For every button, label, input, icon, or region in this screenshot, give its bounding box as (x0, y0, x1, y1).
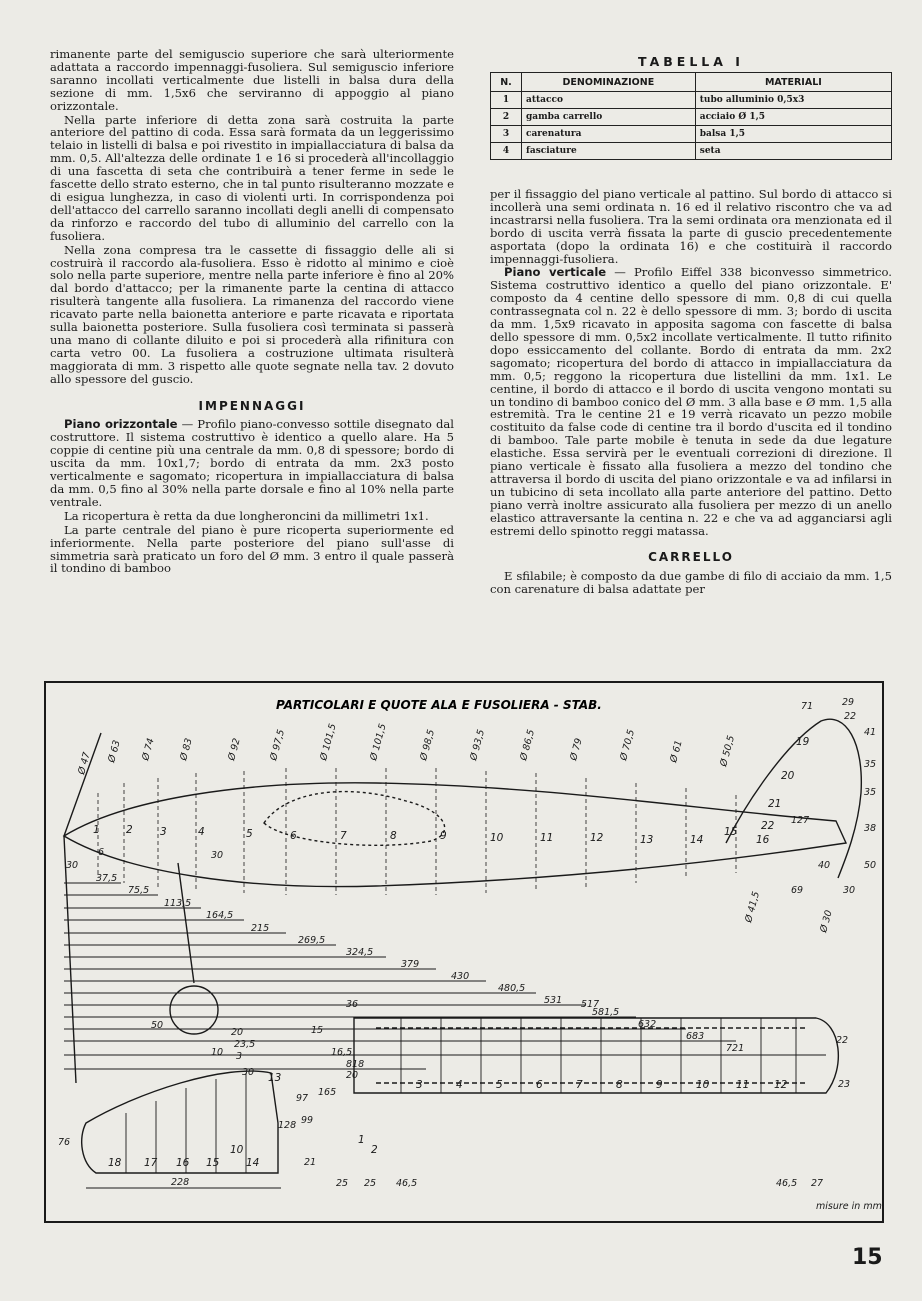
landing-gear (178, 863, 194, 983)
paragraph (490, 266, 892, 537)
fin-dim: 22 (844, 711, 857, 722)
left-column (50, 48, 454, 576)
stab-dim: 3 (236, 1051, 243, 1062)
paragraph-text: — Profilo Eiffel 338 biconvesso simmetrico. Sistema costruttivo identico a quello del piano orizzontale. E' composto da 4 centine dello spessore di mm. 0,8 di cui quella contrassegnata col n. 22 è dello spessore di mm. 3; bordo di uscita da mm. 1,5x9 ricavato in apposita sagoma con fascette di balsa dello spessore di mm. 0,5x2 incollate verticalmente. Il tutto rifinito dopo essiccamento del collante. Bordo di entrata da mm. 2x2 sagomato; ricopertura del bordo di attacco in impiallacciatura da mm. 0,5; reggono la ricopertura due listellini da mm. 1x1. Le centine, il bordo di attacco e il bordo di uscita vengono montati su un tondino di bamboo conico del Ø mm. 3 alla base e Ø mm. 1,5 alla estremità. Tra le centine 21 e 19 verrà ricavato un pezzo mobile costituito da false code di centine tra il bordo d'uscita ed il tondino di bamboo. Tale parte mobile è tenuta in sede da due legature elastiche. Essa servirà per le eventuali correzioni di direzione. Il piano verticale è fissato alla fusoliera a mezzo del tondino che attraversa il bordo di uscita del piano orizzontale e va ad infilarsi in un tubicino di seta incollato alla parte anteriore del pattino. Detto piano verrà inoltre assicurato alla fusoliera per mezzo di un anello elastico attraversante la centina n. 22 e che va ad agganciarsi agli estremi dello spinotto reggi matassa. (490, 265, 892, 538)
stab-rib-label: 14 (246, 1157, 260, 1169)
wing-dim: 20 (346, 1070, 359, 1081)
diameter-label: Ø 98,5 (418, 728, 438, 762)
fin-rib-label: 21 (768, 798, 782, 810)
stab-dim: 76 (58, 1137, 71, 1148)
diameter-label: Ø 97,5 (268, 728, 288, 762)
wing-dim: 99 (301, 1115, 314, 1126)
paragraph: rimanente parte del semiguscio superiore che sarà ulteriormente adattata a raccordo impennaggi-fusoliera. Sul semiguscio inferiore saranno incollati verticalmente due listelli in balsa dura della sezione di mm. 1,5x6 che serviranno di appoggio al piano orizzontale. (50, 47, 454, 113)
wing-dim: 46,5 (776, 1178, 798, 1189)
length-label: 531 (544, 995, 563, 1006)
fin-dim: 35 (864, 787, 877, 798)
diameter-label: Ø 70,5 (618, 728, 638, 762)
section-heading-carrello: CARRELLO (648, 550, 734, 565)
wing-rib-label: 4 (456, 1079, 463, 1091)
length-label: 721 (726, 1043, 745, 1054)
table-title: TABELLA I (638, 54, 744, 69)
table-header: DENOMINAZIONE (522, 73, 696, 92)
paragraph (50, 418, 454, 508)
length-label: 379 (401, 959, 420, 970)
fin-dim: 71 (801, 701, 814, 712)
table-cell: carenatura (522, 126, 696, 143)
station-number: 2 (126, 824, 133, 836)
table-cell: tubo alluminio 0,5x3 (695, 92, 891, 109)
page-number: 15 (852, 1245, 883, 1270)
dim-label: 30 (843, 885, 856, 896)
table-row (491, 126, 892, 143)
table-cell: 1 (491, 92, 522, 109)
technical-drawing (44, 681, 884, 1223)
paragraph: La ricopertura è retta da due longheroncini da millimetri 1x1. (64, 508, 429, 523)
fin-dim: 35 (864, 759, 877, 770)
wing-dim: 36 (346, 999, 359, 1010)
fin-dim: 29 (842, 697, 855, 708)
wing-rib-label: 3 (416, 1079, 423, 1091)
station-number: 3 (160, 826, 167, 838)
wing-rib-label: 6 (536, 1079, 543, 1091)
station-number: 12 (590, 832, 604, 844)
stab-dim: 23,5 (234, 1039, 256, 1050)
stab-dim: 20 (231, 1027, 244, 1038)
length-label: 37,5 (96, 873, 118, 884)
length-label: 164,5 (206, 910, 234, 921)
length-label: 480,5 (498, 983, 526, 994)
wing-dim: 27 (811, 1178, 824, 1189)
length-label: 215 (251, 923, 270, 934)
diameter-label: Ø 92 (226, 737, 243, 762)
fin-rib-label: 20 (781, 770, 795, 782)
fin-outline (726, 719, 861, 878)
stab-rib-label: 16 (176, 1157, 190, 1169)
station-number: 5 (246, 828, 253, 840)
wing-dim: 25 (364, 1178, 377, 1189)
length-label: 632 (638, 1019, 657, 1030)
dim-label: 69 (791, 885, 804, 896)
table-row (491, 92, 892, 109)
diameter-label: Ø 101,5 (318, 722, 339, 762)
diameter-label: Ø 50,5 (718, 734, 738, 768)
station-number: 13 (640, 834, 654, 846)
table-cell: acciaio Ø 1,5 (695, 109, 891, 126)
wing-rib-label: 2 (371, 1144, 378, 1156)
wing-dim: 165 (318, 1087, 337, 1098)
length-label: 113,5 (164, 898, 192, 909)
diameter-label: Ø 83 (178, 737, 195, 762)
fin-rib-label: 22 (761, 820, 775, 832)
table-header: N. (491, 73, 522, 92)
table-cell: balsa 1,5 (695, 126, 891, 143)
length-label: 430 (451, 971, 470, 982)
station-number: 7 (340, 830, 347, 842)
table-cell: 3 (491, 126, 522, 143)
paragraph: E sfilabile; è composto da due gambe di filo di acciaio da mm. 1,5 con carenature di balsa adattate per (490, 569, 892, 597)
length-label: 581,5 (592, 1007, 620, 1018)
diameter-label: Ø 86,5 (518, 728, 538, 762)
wing-dim: 46,5 (396, 1178, 418, 1189)
station-number: 1 (93, 824, 100, 836)
length-label: 75,5 (128, 885, 150, 896)
table (490, 72, 892, 160)
wing-rib-label: 8 (616, 1079, 623, 1091)
table-cell: gamba carrello (522, 109, 696, 126)
dim-label: 6 (98, 847, 105, 858)
stab-rib-label: 17 (144, 1157, 158, 1169)
table-cell: attacco (522, 92, 696, 109)
wing-rib-label: 1 (358, 1134, 365, 1146)
wing-rib-label: 9 (656, 1079, 663, 1091)
paragraph-text: — Profilo piano-convesso sottile disegnato dal costruttore. Il sistema costruttivo è identico a quello alare. Ha 5 coppie di centine più una centrale da mm. 0,8 di spessore; bordo di uscita da mm. 10x1,7; bordo di entrata da mm. 2x3 posto verticalmente e sagomato; ricopertura in impiallacciatura di balsa da mm. 0,5 fino al 30% nella parte dorsale e fino al 10% nella parte ventrale. (50, 417, 454, 509)
units-note: misure in mm (816, 1201, 882, 1212)
stab-rib-label: 18 (108, 1157, 122, 1169)
dim-label: 50 (864, 860, 877, 871)
wing-span-label: 517 (581, 999, 600, 1010)
fin-rib-label: 19 (796, 736, 810, 748)
station-number: 9 (440, 830, 447, 842)
wing-dim: 25 (336, 1178, 349, 1189)
table-cell: seta (695, 143, 891, 160)
station-number: 16 (756, 834, 770, 846)
station-number: 6 (290, 830, 297, 842)
runin-heading: Piano verticale (504, 265, 607, 280)
diameter-label: Ø 61 (668, 739, 685, 764)
stab-dim: 30 (242, 1067, 255, 1078)
stab-dim: 228 (171, 1177, 190, 1188)
stab-dim: 10 (211, 1047, 224, 1058)
diameter-label: Ø 47 (76, 751, 93, 776)
paragraph: Nella parte inferiore di detta zona sarà costruita la parte anteriore del pattino di coda. Essa sarà formata da un leggerissimo telaio in listelli di balsa e poi rivestito in impiallacciatura di balsa da mm. 0,5. All'altezza delle ordinate 1 e 16 si procederà all'incollaggio di una fascetta di seta che contribuirà a tener ferme in sede le fascette dello strato esterno, che in tal punto risulteranno mozzate e di esigua lunghezza, in caso di violenti urti. In corrispondenza poi dell'attacco del carrello saranno incollati degli anelli di compensato da rinforzo e raccordo del tubo di alluminio del carrello con la fusoliera. (50, 112, 454, 243)
wing-rib-label: 12 (774, 1079, 788, 1091)
wing-rib-label: 11 (736, 1079, 750, 1091)
table-header-row (491, 73, 892, 92)
runin-heading: Piano orizzontale (64, 417, 178, 432)
wheel-dim: 50 (151, 1020, 164, 1031)
drawing-svg (46, 683, 882, 1221)
wing-dim: 23 (838, 1079, 851, 1090)
station-number: 8 (390, 830, 397, 842)
drawing-title: PARTICOLARI E QUOTE ALA E FUSOLIERA - STAB. (276, 698, 602, 712)
diameter-label: Ø 101,5 (368, 722, 389, 762)
stab-rib-label: 10 (230, 1144, 244, 1156)
propeller-blade (64, 836, 79, 1083)
diameter-label: Ø 63 (106, 739, 123, 764)
table-row (491, 109, 892, 126)
station-number: 15 (724, 826, 738, 838)
table-cell: 4 (491, 143, 522, 160)
wing-dim: 21 (304, 1157, 317, 1168)
diameter-label: Ø 30 (818, 909, 835, 934)
table-header: MATERIALI (695, 73, 891, 92)
wing-rib-label: 7 (576, 1079, 583, 1091)
wing-rib-label: 10 (696, 1079, 710, 1091)
table-cell: 2 (491, 109, 522, 126)
length-label: 683 (686, 1031, 705, 1042)
dim-label: 30 (66, 860, 79, 871)
station-number: 14 (690, 834, 704, 846)
section-heading-impennaggi: IMPENNAGGI (198, 398, 306, 413)
dim-label: 40 (818, 860, 831, 871)
wing-dim: 22 (836, 1035, 849, 1046)
materials-table (490, 54, 892, 160)
wing-dim: 15 (311, 1025, 324, 1036)
diameter-label: Ø 79 (568, 737, 585, 762)
station-number: 10 (490, 832, 504, 844)
table-row (491, 143, 892, 160)
wing-rib-label: 5 (496, 1079, 503, 1091)
paragraph: Nella zona compresa tra le cassette di fissaggio delle ali si costruirà il raccordo ala-fusoliera. Esso è ridotto al minimo e cioè solo nella parte superiore, mentre nella parte inferiore è fino al 20% dal bordo d'attacco; per la rimanente parte la centina di attacco risulterà tangente alla fusoliera. La rimanenza del raccordo viene ricavato parte nella baionetta anteriore e parte ricavata e riportata sulla baionetta posteriore. Sulla fusoliera così terminata si passerà una mano di collante diluito e poi si procederà alla rifinitura con carta vetro 00. La fusoliera a costruzione ultimata risulterà maggiorata di mm. 3 rispetto alle quote segnate nella tav. 2 dovuto allo spessore del guscio. (50, 242, 454, 386)
fin-dim: 41 (864, 727, 877, 738)
station-number: 11 (540, 832, 554, 844)
length-label: 818 (346, 1059, 365, 1070)
fin-dim: 127 (791, 815, 810, 826)
diameter-label: Ø 41,5 (743, 890, 763, 924)
length-label: 269,5 (298, 935, 326, 946)
wing-dim: 128 (278, 1120, 297, 1131)
diameter-label: Ø 93,5 (468, 728, 488, 762)
dim-label: 30 (211, 850, 224, 861)
stab-rib-label: 15 (206, 1157, 220, 1169)
right-column (490, 188, 892, 597)
paragraph: per il fissaggio del piano verticale al pattino. Sul bordo di attacco si incollerà una semi ordinata n. 16 ed il relativo riscontro che va ad incastrarsi nella fusoliera. Tra la semi ordinata ora menzionata ed il bordo di uscita verrà fissata la parte di guscio precedentemente asportata (dopo la ordinata 16) e che costituirà il raccordo impennaggi-fusoliera. (490, 187, 892, 266)
length-label: 324,5 (346, 947, 374, 958)
stab-rib-label: 13 (268, 1072, 282, 1084)
wing-dim: 97 (296, 1093, 309, 1104)
paragraph: La parte centrale del piano è pure ricoperta superiormente ed inferiormente. Nella parte posteriore del piano sull'asse di simmetria sarà praticato un foro del Ø mm. 3 entro il quale passerà il tondino di bamboo (50, 522, 454, 576)
wing-dim: 16,5 (331, 1047, 353, 1058)
station-number: 4 (198, 826, 205, 838)
fin-dim: 38 (864, 823, 877, 834)
diameter-label: Ø 74 (140, 737, 157, 762)
table-cell: fasciature (522, 143, 696, 160)
